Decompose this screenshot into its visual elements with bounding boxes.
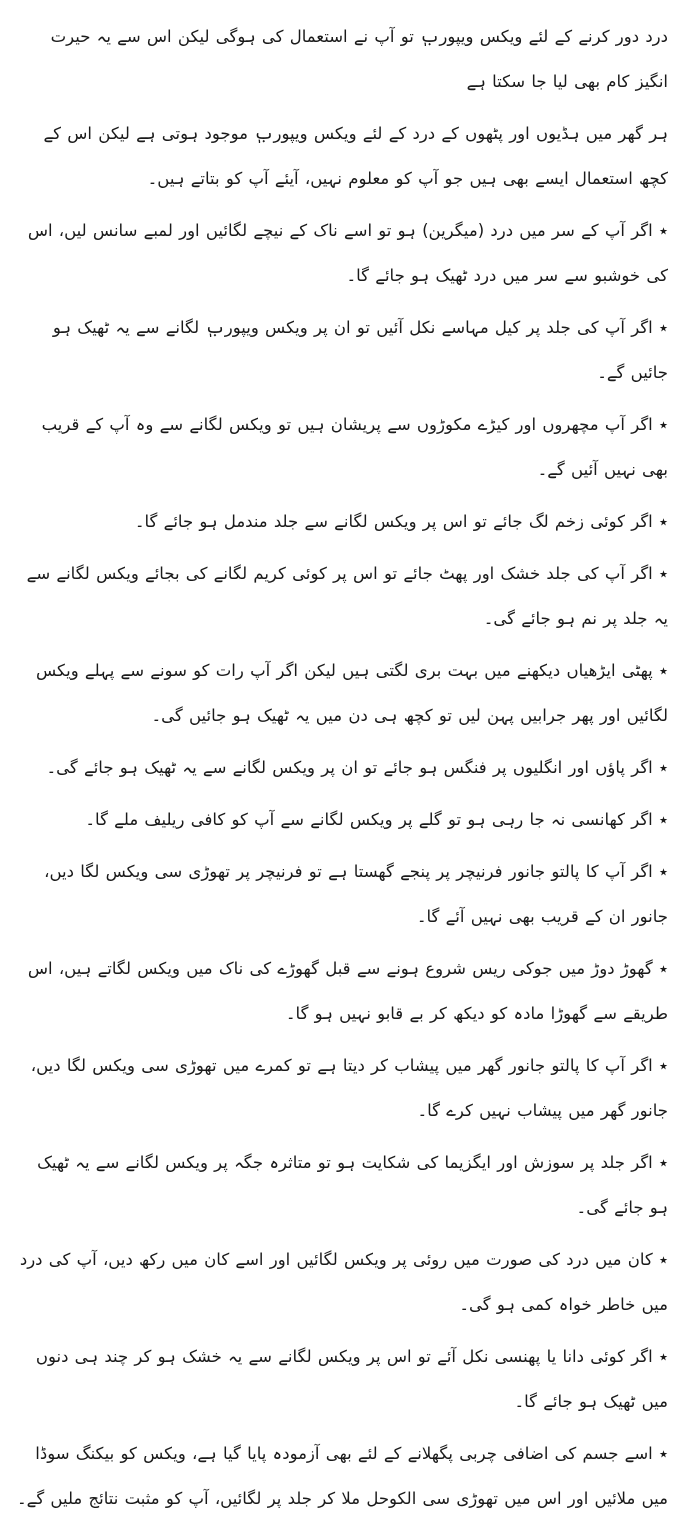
tip-pet-furniture: ٭ اگر آپ کا پالتو جانور فرنیچر پر پنجے گھستا ہے تو فرنیچر پر تھوڑی سی ویکس لگا دیں، جانور ان کے قریب بھی نہیں آئے گا۔ [44, 862, 668, 926]
tip-acne: ٭ اگر آپ کی جلد پر کیل مہاسے نکل آئیں تو ان پر ویکس ویپوربٖ لگانے سے یہ ٹھیک ہو جائیں گے۔ [52, 318, 668, 382]
tip-headache: ٭ اگر آپ کے سر میں درد (میگرین) ہو تو اسے ناک کے نیچے لگائیں اور لمبے سانس لیں، اس کی خوشبو سے سر میں درد ٹھیک ہو جائے گا۔ [27, 221, 668, 285]
tip-mosquitoes: ٭ اگر آپ مچھروں اور کیڑے مکوڑوں سے پریشان ہیں تو ویکس لگانے سے وہ آپ کے قریب بھی نہیں آئیں گے۔ [41, 415, 668, 479]
tip-cracked-heels: ٭ پھٹی ایڑھیاں دیکھنے میں بہت بری لگتی ہیں لیکن اگر آپ رات کو سونے سے پہلے ویکس لگائیں اور پھر جرابیں پہن لیں تو کچھ ہی دن میں یہ ٹھیک ہو جائیں گی۔ [35, 661, 668, 725]
tip-earache: ٭ کان میں درد کی صورت میں روئی پر ویکس لگائیں اور اسے کان میں رکھ دیں، آپ کی درد میں خاطر خواہ کمی ہو گی۔ [19, 1250, 668, 1314]
tip-fungus: ٭ اگر پاؤں اور انگلیوں پر فنگس ہو جائے تو ان پر ویکس لگانے سے یہ ٹھیک ہو جائے گی۔ [46, 758, 668, 777]
tip-dry-skin: ٭ اگر آپ کی جلد خشک اور پھٹ جائے تو اس پر کوئی کریم لگانے کی بجائے ویکس لگانے سے یہ جلد پر نم ہو جائے گی۔ [26, 564, 668, 628]
article-intro-title: درد دور کرنے کے لئے ویکس ویپوربٖ تو آپ نے استعمال کی ہوگی لیکن اس سے یہ حیرت انگیز کام بھی لیا جا سکتا ہے [50, 27, 668, 91]
tip-fat: ٭ اسے جسم کی اضافی چربی پگھلانے کے لئے بھی آزمودہ پایا گیا ہے، ویکس کو بیکنگ سوڈا میں ملائیں اور اس میں تھوڑی سی الکوحل ملا کر جلد پر لگائیں، آپ کو مثبت نتائج ملیں گے۔ [16, 1444, 668, 1508]
tip-cough: ٭ اگر کھانسی نہ جا رہی ہو تو گلے پر ویکس لگانے سے آپ کو کافی ریلیف ملے گا۔ [85, 810, 668, 829]
tip-eczema: ٭ اگر جلد پر سوزش اور ایگزیما کی شکایت ہو تو متاثرہ جگہ پر ویکس لگانے سے یہ ٹھیک ہو جائے گی۔ [37, 1153, 668, 1217]
tip-wound: ٭ اگر کوئی زخم لگ جائے تو اس پر ویکس لگانے سے جلد مندمل ہو جائے گا۔ [134, 512, 668, 531]
tip-pet-urine: ٭ اگر آپ کا پالتو جانور گھر میں پیشاب کر دیتا ہے تو کمرے میں تھوڑی سی ویکس لگا دیں، جانور گھر میں پیشاب نہیں کرے گا۔ [30, 1056, 668, 1120]
tip-pimple: ٭ اگر کوئی دانا یا پھنسی نکل آئے تو اس پر ویکس لگانے سے یہ خشک ہو کر چند ہی دنوں میں ٹھیک ہو جائے گا۔ [35, 1347, 668, 1411]
article-intro: ہر گھر میں ہڈیوں اور پٹھوں کے درد کے لئے ویکس ویپوربٖ موجود ہوتی ہے لیکن اس کے کچھ استعمال ایسے بھی ہیں جو آپ کو معلوم نہیں، آیئے آپ کو بتاتے ہیں۔ [43, 124, 668, 188]
tip-horse-racing: ٭ گھوڑ دوڑ میں جوکی ریس شروع ہونے سے قبل گھوڑے کی ناک میں ویکس لگاتے ہیں، اس طریقے سے گھوڑا مادہ کو دیکھ کر بے قابو نہیں ہو گا۔ [27, 959, 668, 1023]
